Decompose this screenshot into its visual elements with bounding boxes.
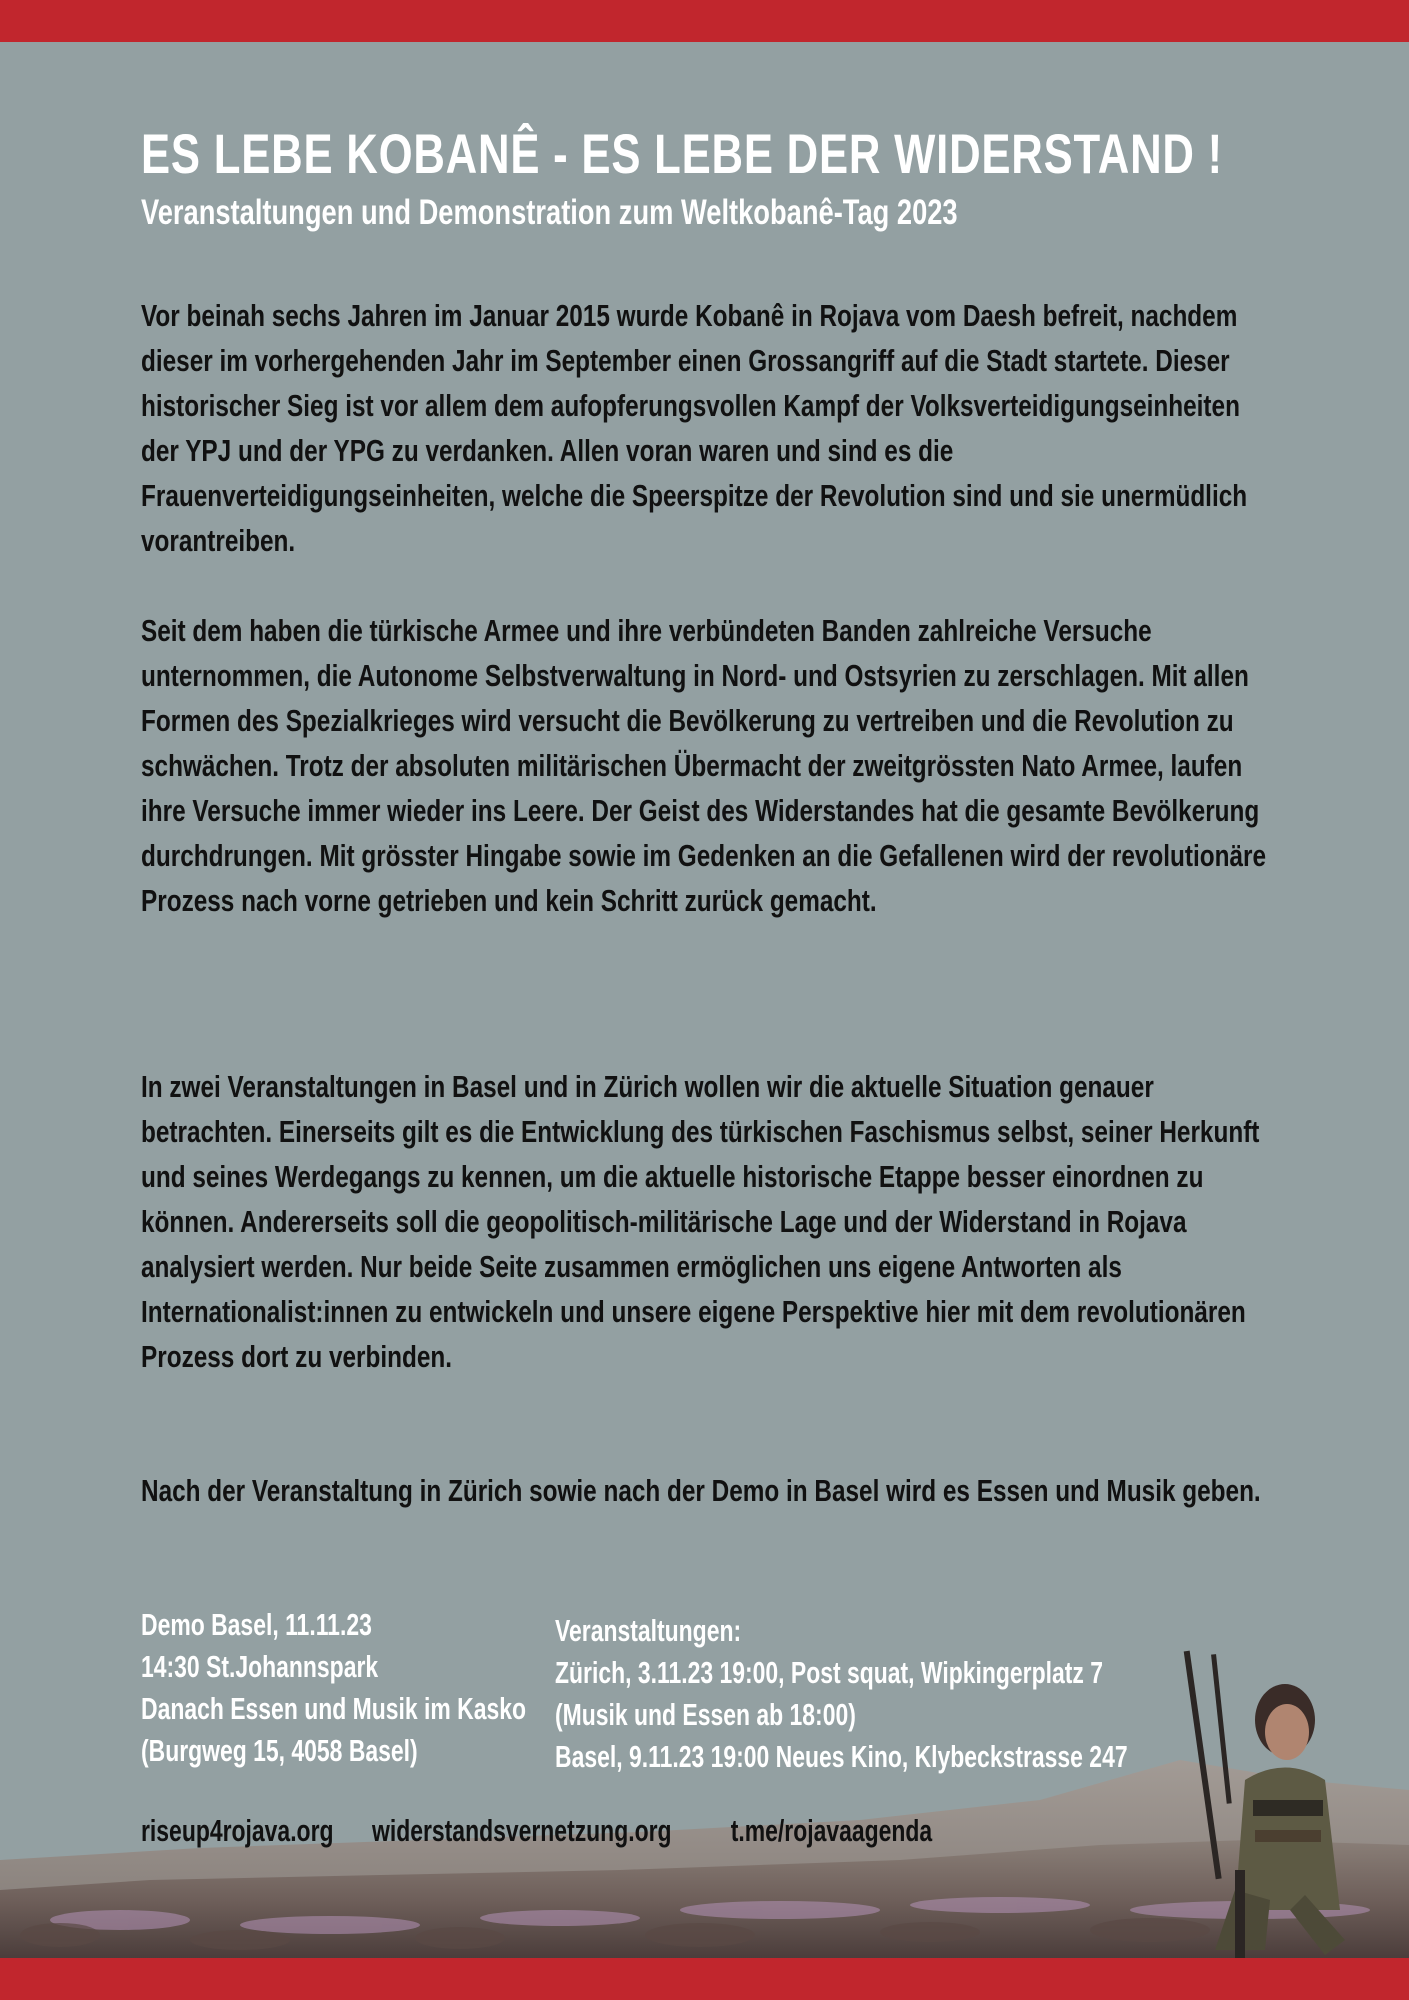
demo-line: Demo Basel, 11.11.23 [141, 1607, 372, 1642]
paragraph-2: Seit dem haben die türkische Armee und ihre verbündeten Banden zahlreiche Versuche unternommen, die Autonome Selbstverwaltung in Nord- und Ostsyrien zu zerschlagen. Mit allen Formen des Spezialkrieges wird versucht die Bevölkerung zu vertreiben und die Revolution zu schwächen. Trotz der absoluten militärischen Übermacht der zweitgrössten Nato Armee, laufen ihre Versuche immer wieder ins Leere. Der Geist des Widerstandes hat die gesamte Bevölkerung durchdrungen. Mit grösster Hingabe sowie im Gedenken an die Gefallenen wird der revolutionäre Prozess nach vorne getrieben und kein Schritt zurück gemacht. [141, 613, 1267, 918]
event-line: Zürich, 3.11.23 19:00, Post squat, Wipkingerplatz 7 [555, 1655, 1103, 1690]
demo-line: Danach Essen und Musik im Kasko [141, 1691, 526, 1726]
events-info [555, 1610, 1128, 1778]
bottom-red-band [0, 1958, 1409, 2000]
link-widerstandsvernetzung[interactable]: widerstandsvernetzung.org [371, 1813, 672, 1848]
links-row [141, 1811, 932, 1851]
demo-info [141, 1604, 526, 1772]
link-telegram[interactable]: t.me/rojavaagenda [730, 1813, 933, 1848]
paragraph-3: In zwei Veranstaltungen in Basel und in Zürich wollen wir die aktuelle Situation genauer betrachten. Einerseits gilt es die Entwicklung des türkischen Faschismus selbst, seiner Herkunft und seines Werdegangs zu kennen, um die aktuelle historische Etappe besser einordnen zu können. Andererseits soll die geopolitisch-militärische Lage und der Widerstand in Rojava analysiert werden. Nur beide Seite zusammen ermöglichen uns eigene Antworten als Internationalist:innen zu entwickeln und unsere eigene Perspektive hier mit dem revolutionären Prozess dort zu verbinden. [141, 1069, 1260, 1374]
header [141, 118, 1291, 234]
event-line: Basel, 9.11.23 19:00 Neues Kino, Klybeckstrasse 247 [555, 1739, 1128, 1774]
demo-line: (Burgweg 15, 4058 Basel) [141, 1733, 418, 1768]
fighter-figure [1175, 1640, 1409, 1960]
event-line: (Musik und Essen ab 18:00) [555, 1697, 856, 1732]
poster-subtitle: Veranstaltungen und Demonstration zum Weltkobanê-Tag 2023 [141, 193, 958, 232]
top-red-band [0, 0, 1409, 42]
link-riseup4rojava[interactable]: riseup4rojava.org [141, 1813, 334, 1848]
events-heading: Veranstaltungen: [555, 1613, 742, 1648]
paragraph-4: Nach der Veranstaltung in Zürich sowie nach der Demo in Basel wird es Essen und Musik geben. [141, 1473, 1261, 1508]
paragraph-1: Vor beinah sechs Jahren im Januar 2015 wurde Kobanê in Rojava vom Daesh befreit, nachdem dieser im vorhergehenden Jahr im September einen Grossangriff auf die Stadt startete. Dieser historischer Sieg ist vor allem dem aufopferungsvollen Kampf der Volksverteidigungseinheiten der YPJ und der YPG zu verdanken. Allen voran waren und sind es die Frauenverteidigungseinheiten, welche die Speerspitze der Revolution sind und sie unermüdlich vorantreiben. [141, 298, 1248, 558]
poster-title: ES LEBE KOBANÊ - ES LEBE DER WIDERSTAND ! [141, 122, 1223, 185]
demo-line: 14:30 St.Johannspark [141, 1649, 379, 1684]
